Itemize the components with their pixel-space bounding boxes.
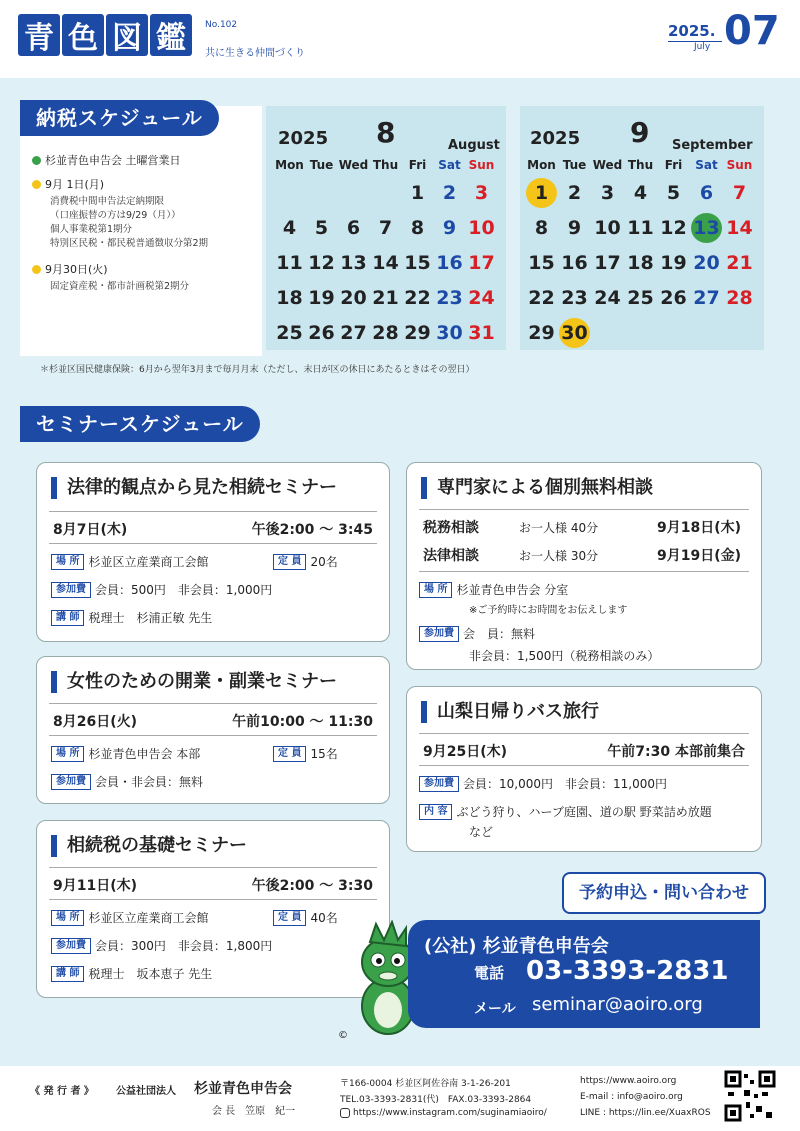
lecturer-label: 講 師 — [51, 966, 84, 982]
fee-value: 会員：500円 非会員：1,000円 — [95, 583, 273, 597]
calendar-day: 22 — [404, 287, 431, 309]
capacity-label: 定 員 — [273, 910, 306, 926]
capacity-value: 20名 — [310, 555, 338, 569]
fee-label: 参加費 — [419, 776, 459, 792]
calendar-day: 31 — [468, 322, 495, 344]
lecturer-value: 税理士 杉浦正敏 先生 — [88, 611, 213, 625]
cal-aug-year: 2025 — [278, 128, 329, 149]
divider — [419, 571, 749, 572]
calendar-day: 11 — [276, 252, 303, 274]
place-label: 場 所 — [51, 910, 84, 926]
bus-trip-title: 山梨日帰りバス旅行 — [421, 701, 599, 723]
divider — [419, 765, 749, 766]
fee-row — [51, 937, 272, 954]
calendar-day: 28 — [372, 322, 399, 344]
issue-year: 2025. — [668, 22, 716, 40]
calendar-day: 20 — [340, 287, 367, 309]
calendar-day: 30 — [559, 318, 590, 348]
seminar-time: 午前10:00 〜 11:30 — [232, 714, 373, 730]
dow-mon: Mon — [275, 158, 304, 172]
seminar-card-inheritance-tax — [36, 820, 390, 998]
calendar-day: 14 — [726, 217, 753, 239]
calendar-day: 8 — [410, 217, 425, 239]
calendar-day: 25 — [276, 322, 303, 344]
email-link[interactable]: E-mail : info@aoiro.org — [580, 1092, 683, 1102]
bus-trip-date: 9月25日(木) — [423, 744, 508, 760]
dow-sat: Sat — [695, 158, 718, 172]
lecturer-row — [51, 609, 212, 626]
line-link[interactable]: LINE : https://lin.ee/XuaxROS — [580, 1108, 711, 1118]
chair-name: 会 長 笠原 紀一 — [212, 1106, 296, 1117]
calendar-day: 27 — [693, 287, 720, 309]
calendar-day: 20 — [693, 252, 720, 274]
divider — [49, 511, 377, 512]
address: 〒166-0004 杉並区阿佐谷南 3-1-26-201 — [340, 1079, 511, 1089]
tax-schedule-heading: 納税スケジュール — [20, 100, 219, 136]
capacity-value: 15名 — [310, 747, 338, 761]
instagram-icon — [340, 1108, 350, 1118]
calendar-day: 5 — [314, 217, 329, 239]
content-label: 内 容 — [419, 804, 452, 820]
calendar-day: 8 — [534, 217, 549, 239]
dow-fri: Fri — [664, 158, 683, 172]
consult-row-1-name: 税務相談 — [423, 520, 479, 536]
calendar-day: 12 — [660, 217, 687, 239]
tax-item-2 — [32, 261, 260, 277]
fee-label: 参加費 — [51, 774, 91, 790]
web-link[interactable]: https://www.aoiro.org — [580, 1076, 677, 1086]
tax-item-1 — [32, 176, 260, 192]
yellow-dot-icon — [32, 265, 41, 274]
calendar-day: 29 — [404, 322, 431, 344]
contact-org: (公社) 杉並青色申告会 — [424, 936, 609, 957]
tax-items — [32, 152, 260, 294]
contact-box — [408, 920, 760, 1028]
calendar-day: 17 — [468, 252, 495, 274]
calendar-day: 9 — [567, 217, 582, 239]
calendar-day: 22 — [528, 287, 555, 309]
dow-wed: Wed — [338, 158, 369, 172]
calendar-day: 4 — [633, 182, 648, 204]
calendar-day: 3 — [600, 182, 615, 204]
lecturer-value: 税理士 坂本恵子 先生 — [88, 967, 213, 981]
tel-fax: TEL.03-3393-2831(代) FAX.03-3393-2864 — [340, 1095, 532, 1105]
place-value: 杉並区立産業商工会館 — [88, 911, 209, 925]
seminar-time: 午後2:00 〜 3:30 — [251, 878, 373, 894]
calendar-day: 16 — [561, 252, 588, 274]
publisher-org: 杉並青色申告会 — [194, 1081, 292, 1097]
issue-number: No.102 — [205, 20, 238, 30]
consultation-card — [406, 462, 762, 670]
calendar-day: 25 — [627, 287, 654, 309]
subtitle: 共に生きる仲間づくり — [205, 48, 305, 59]
calendar-day: 1 — [526, 178, 557, 208]
content-row — [419, 803, 712, 820]
dow-sun: Sun — [468, 158, 495, 172]
calendar-day: 1 — [410, 182, 425, 204]
divider — [49, 867, 377, 868]
calendar-day: 3 — [474, 182, 489, 204]
place-label: 場 所 — [51, 554, 84, 570]
consult-row-2-name: 法律相談 — [423, 548, 479, 564]
consultation-title: 専門家による個別無料相談 — [421, 477, 653, 499]
calendar-day: 19 — [308, 287, 335, 309]
instagram-row[interactable] — [340, 1108, 547, 1118]
calendar-day: 21 — [726, 252, 753, 274]
seminar-title: 法律的観点から見た相続セミナー — [51, 477, 337, 499]
divider — [49, 899, 377, 900]
calendar-day: 13 — [340, 252, 367, 274]
lecturer-row — [51, 965, 212, 982]
instagram-link[interactable]: https://www.instagram.com/suginamiaoiro/ — [353, 1108, 547, 1118]
seminar-date: 9月11日(木) — [53, 878, 138, 894]
qr-code-icon — [724, 1070, 776, 1122]
calendar-day: 7 — [378, 217, 393, 239]
consult-row-2-duration: お一人様 30分 — [519, 549, 599, 563]
calendar-day: 10 — [468, 217, 495, 239]
contact-tel-label: 電話 — [474, 964, 505, 982]
issue-month-name: July — [694, 42, 711, 52]
place-label: 場 所 — [419, 582, 452, 598]
consult-row-2-date: 9月19日(金) — [657, 548, 742, 564]
calendar-day: 16 — [436, 252, 463, 274]
calendar-day: 10 — [594, 217, 621, 239]
tax-note: ＊杉並区国民健康保険：6月から翌年3月まで毎月月末（ただし、末日が区の休日にあたるときはその翌日） — [40, 365, 475, 375]
seminar-title: 相続税の基礎セミナー — [51, 835, 247, 857]
calendar-day: 23 — [436, 287, 463, 309]
place-label: 場 所 — [51, 746, 84, 762]
divider — [419, 509, 749, 510]
place-value: 杉並青色申告会 分室 — [456, 583, 569, 597]
calendar-august — [266, 106, 506, 350]
fee-label: 参加費 — [419, 626, 459, 642]
cal-aug-month: 8 — [376, 116, 396, 149]
logo-char-1: 青 — [18, 14, 60, 56]
content-value-2: など — [469, 825, 494, 839]
fee-value: 会員・非会員：無料 — [95, 775, 204, 789]
calendar-day: 18 — [276, 287, 303, 309]
fee-value: 会員：10,000円 非会員：11,000円 — [463, 777, 667, 791]
calendar-day: 30 — [436, 322, 463, 344]
fee-value: 会員：300円 非会員：1,800円 — [95, 939, 273, 953]
issue-month-number: 07 — [724, 8, 780, 54]
place-value: 杉並区立産業商工会館 — [88, 555, 209, 569]
calendar-day: 5 — [666, 182, 681, 204]
fee-row — [51, 581, 272, 598]
calendar-day: 13 — [691, 213, 722, 243]
org-type: 公益社団法人 — [116, 1086, 176, 1097]
fee-value-member: 会 員：無料 — [463, 627, 536, 641]
dow-sat: Sat — [438, 158, 461, 172]
calendar-day: 12 — [308, 252, 335, 274]
calendar-day: 2 — [442, 182, 457, 204]
fee-label: 参加費 — [51, 582, 91, 598]
calendar-day: 23 — [561, 287, 588, 309]
dow-mon: Mon — [527, 158, 556, 172]
calendar-day: 26 — [308, 322, 335, 344]
divider — [419, 733, 749, 734]
calendar-day: 28 — [726, 287, 753, 309]
seminar-card-inheritance-law — [36, 462, 390, 642]
tax-item-1-sub: （口座振替の方は9/29（月）） — [50, 210, 181, 221]
place-row — [51, 909, 209, 926]
dow-wed: Wed — [592, 158, 623, 172]
place-row — [51, 553, 209, 570]
fee-label: 参加費 — [51, 938, 91, 954]
calendar-day: 11 — [627, 217, 654, 239]
fee-value-nonmember: 非会員：1,500円（税務相談のみ） — [469, 649, 660, 663]
calendar-day: 9 — [442, 217, 457, 239]
dow-thu: Thu — [627, 158, 654, 172]
legend-green — [32, 152, 260, 168]
calendar-day: 24 — [468, 287, 495, 309]
cal-sep-month: 9 — [630, 116, 650, 149]
contact-mail-label: メール — [474, 1001, 516, 1017]
bus-trip-time: 午前7:30 本部前集合 — [607, 744, 745, 760]
seminar-date: 8月7日(木) — [53, 522, 128, 538]
fee-row — [51, 773, 203, 790]
calendar-day: 19 — [660, 252, 687, 274]
calendar-day: 6 — [699, 182, 714, 204]
calendar-day: 7 — [732, 182, 747, 204]
calendar-day: 27 — [340, 322, 367, 344]
contact-heading: 予約申込・問い合わせ — [562, 872, 766, 914]
calendar-day: 14 — [372, 252, 399, 274]
logo-char-2: 色 — [62, 14, 104, 56]
capacity-row — [273, 909, 338, 926]
seminar-time: 午後2:00 〜 3:45 — [251, 522, 373, 538]
capacity-value: 40名 — [310, 911, 338, 925]
dow-tue: Tue — [562, 158, 587, 172]
tax-item-1-sub: 消費税中間申告法定納期限 — [50, 196, 165, 207]
cal-aug-month-name: August — [448, 138, 500, 153]
logo-char-3: 図 — [106, 14, 148, 56]
capacity-label: 定 員 — [273, 746, 306, 762]
page-header — [0, 0, 800, 78]
dow-sun: Sun — [726, 158, 753, 172]
place-note: ※ご予約時にお時間をお伝えします — [469, 605, 628, 616]
capacity-row — [273, 553, 338, 570]
calendar-day: 15 — [528, 252, 555, 274]
tax-item-1-date: 9月 1日(月) — [45, 178, 105, 191]
fee-row — [419, 775, 667, 792]
divider — [49, 703, 377, 704]
lecturer-label: 講 師 — [51, 610, 84, 626]
contact-mail[interactable]: seminar@aoiro.org — [532, 994, 703, 1015]
calendar-day: 4 — [282, 217, 297, 239]
calendar-day: 24 — [594, 287, 621, 309]
green-dot-icon — [32, 156, 41, 165]
calendar-day: 21 — [372, 287, 399, 309]
footer — [0, 1066, 800, 1131]
capacity-row — [273, 745, 338, 762]
cal-sep-month-name: September — [672, 138, 753, 153]
seminar-date: 8月26日(火) — [53, 714, 138, 730]
capacity-label: 定 員 — [273, 554, 306, 570]
seminar-schedule-heading: セミナースケジュール — [20, 406, 260, 442]
content-value: ぶどう狩り、ハーブ庭園、道の駅 野菜詰め放題 — [456, 805, 712, 819]
copyright-icon: © — [338, 1030, 348, 1041]
legend-green-label: 杉並青色申告会 土曜営業日 — [45, 154, 181, 167]
tax-item-2-date: 9月30日(火) — [45, 263, 108, 276]
logo — [18, 14, 192, 56]
seminar-title: 女性のための開業・副業セミナー — [51, 671, 337, 693]
dow-fri: Fri — [408, 158, 427, 172]
place-row — [419, 581, 568, 598]
yellow-dot-icon — [32, 180, 41, 189]
place-value: 杉並青色申告会 本部 — [88, 747, 201, 761]
calendar-day: 15 — [404, 252, 431, 274]
calendar-september — [520, 106, 764, 350]
calendar-day: 6 — [346, 217, 361, 239]
publisher-label: 《 発 行 者 》 — [30, 1086, 94, 1097]
place-row — [51, 745, 200, 762]
calendar-day: 29 — [528, 322, 555, 344]
calendar-day: 17 — [594, 252, 621, 274]
divider — [49, 735, 377, 736]
dow-tue: Tue — [309, 158, 334, 172]
cal-sep-year: 2025 — [530, 128, 581, 149]
divider — [49, 543, 377, 544]
dow-thu: Thu — [372, 158, 399, 172]
tax-item-2-sub: 固定資産税・都市計画税第2期分 — [50, 281, 190, 292]
calendar-day: 2 — [567, 182, 582, 204]
seminar-card-women-business — [36, 656, 390, 804]
consult-row-1-duration: お一人様 40分 — [519, 521, 599, 535]
tax-item-1-sub: 特別区民税・都民税普通徴収分第2期 — [50, 238, 209, 249]
bus-trip-card — [406, 686, 762, 852]
contact-tel[interactable]: 03-3393-2831 — [526, 956, 729, 986]
calendar-day: 18 — [627, 252, 654, 274]
fee-row — [419, 625, 535, 642]
consult-row-1-date: 9月18日(木) — [657, 520, 742, 536]
calendar-day: 26 — [660, 287, 687, 309]
logo-char-4: 鑑 — [150, 14, 192, 56]
tax-item-1-sub: 個人事業税第1期分 — [50, 224, 133, 235]
